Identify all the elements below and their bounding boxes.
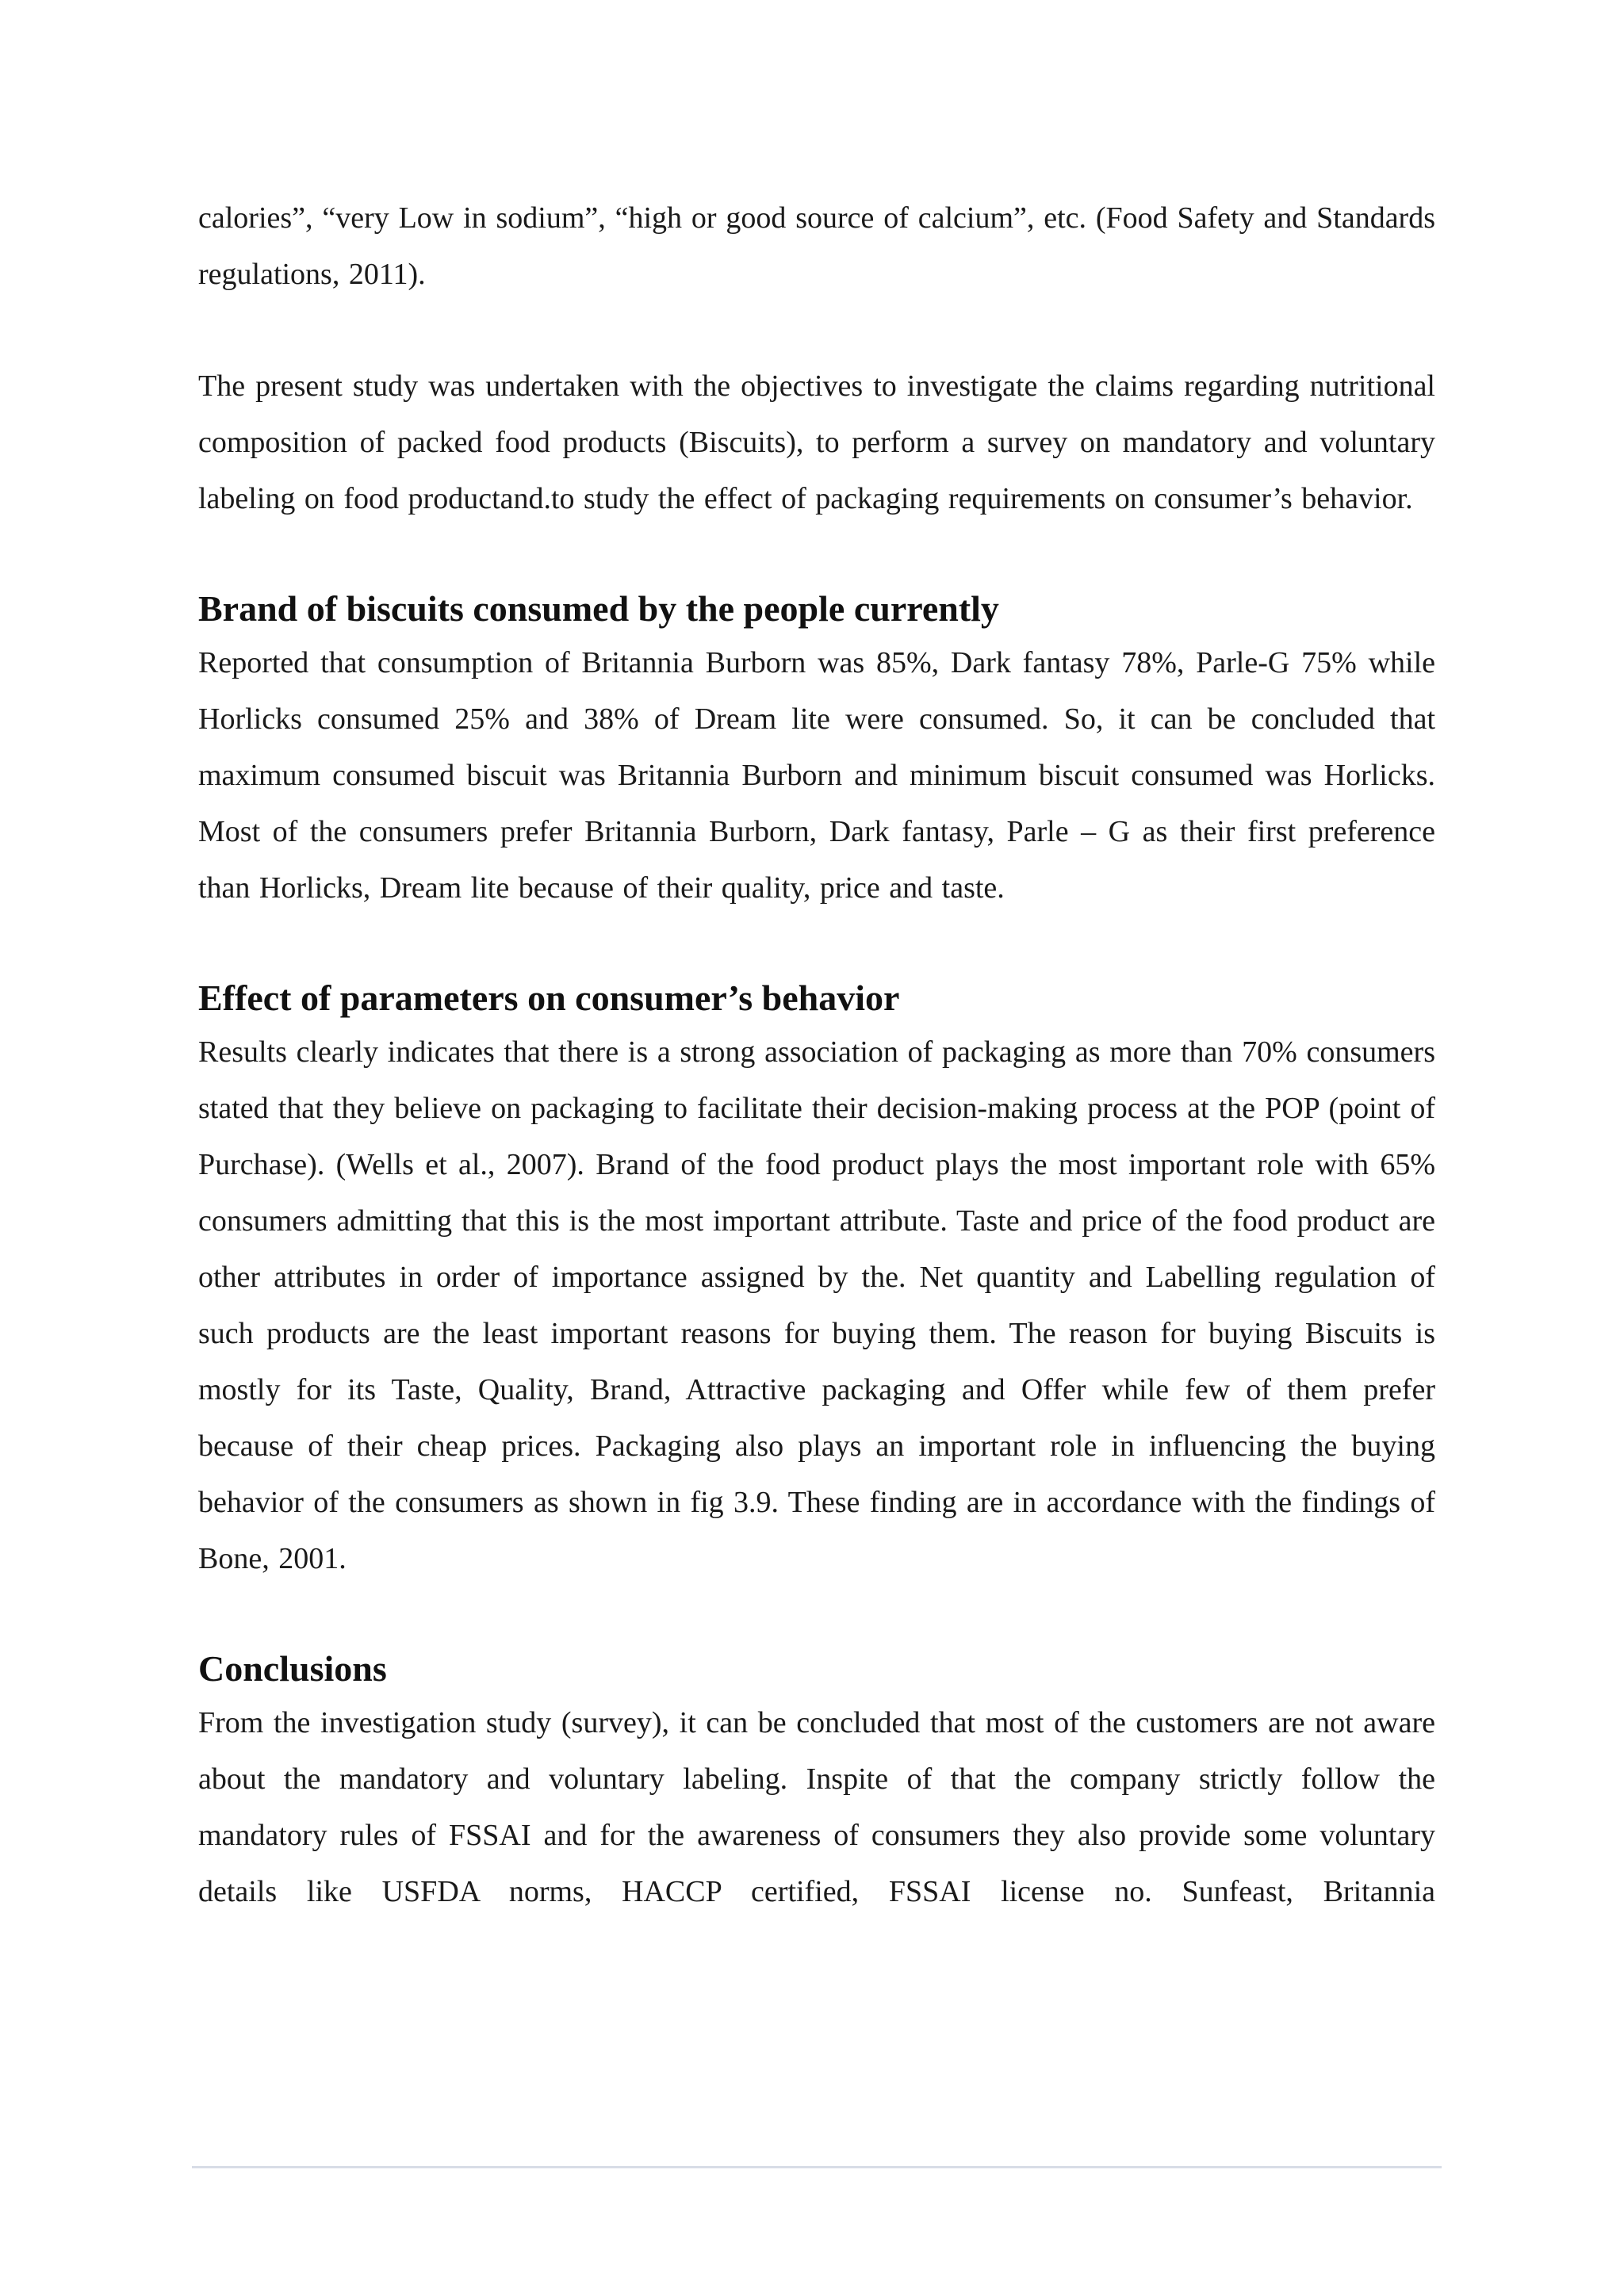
document-page bbox=[198, 190, 1435, 1920]
section-heading: Conclusions bbox=[198, 1648, 387, 1689]
section-body: Reported that consumption of Britannia Burborn was 85%, Dark fantasy 78%, Parle-G 75% while Horlicks consumed 25% and 38% of Dream lite were consumed. So, it can be concluded that maximum consumed biscuit was Britannia Burborn and minimum biscuit consumed was Horlicks. Most of the consumers prefer Britannia Burborn, Dark fantasy, Parle – G as their first preference than Horlicks, Dream lite because of their quality, price and taste. bbox=[198, 646, 1435, 905]
footer-divider bbox=[192, 2166, 1442, 2168]
section-brand-consumption bbox=[198, 583, 1435, 916]
intro-paragraph-objectives: The present study was undertaken with the objectives to investigate the claims regarding nutritional composition of packed food products (Biscuits), to perform a survey on mandatory and voluntary labeling on food productand.to study the effect of packaging requirements on consumer’s behavior. bbox=[198, 369, 1435, 515]
section-body: From the investigation study (survey), it can be concluded that most of the customers are not aware about the mandatory and voluntary labeling. Inspite of that the company strictly follow the mandatory rules of FSSAI and for the awareness of consumers they also provide some voluntary details like USFDA norms, HACCP certified, FSSAI license no. Sunfeast, Britannia bbox=[198, 1706, 1435, 1908]
section-body: Results clearly indicates that there is a strong association of packaging as more than 70% consumers stated that they believe on packaging to facilitate their decision-making process at the POP (point of Purchase). (Wells et al., 2007). Brand of the food product plays the most important role with 65% consumers admitting that this is the most important attribute. Taste and price of the food product are other attributes in order of importance assigned by the. Net quantity and Labelling regulation of such products are the least important reasons for buying them. The reason for buying Biscuits is mostly for its Taste, Quality, Brand, Attractive packaging and Offer while few of them prefer because of their cheap prices. Packaging also plays an important role in influencing the buying behavior of the consumers as shown in fig 3.9. These finding are in accordance with the findings of Bone, 2001. bbox=[198, 1035, 1435, 1575]
section-heading: Brand of biscuits consumed by the people currently bbox=[198, 588, 999, 629]
section-heading: Effect of parameters on consumer’s behavior bbox=[198, 978, 900, 1018]
intro-paragraph-continued: calories”, “very Low in sodium”, “high or good source of calcium”, etc. (Food Safety and Standards regulations, 2011). bbox=[198, 201, 1435, 291]
section-effect-parameters bbox=[198, 972, 1435, 1587]
section-conclusions bbox=[198, 1643, 1435, 1920]
